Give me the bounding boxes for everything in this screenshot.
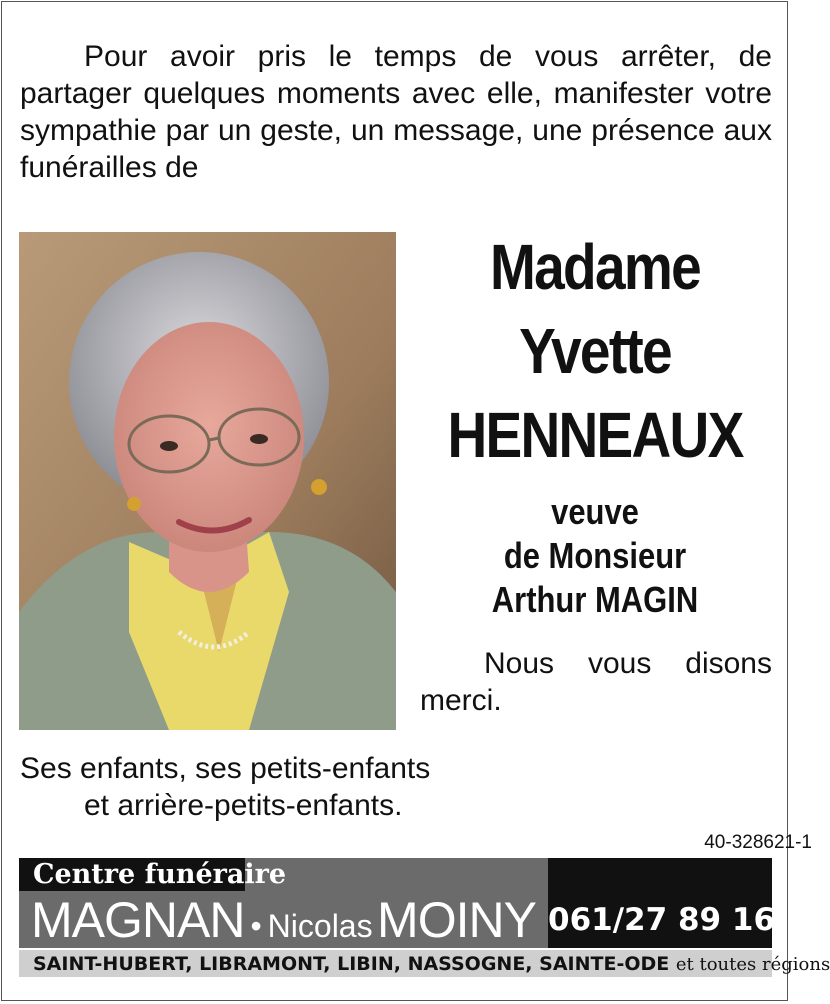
company-name-1: MAGNAN (31, 892, 245, 948)
funeral-home-name (31, 891, 536, 948)
widow-line-1: veuve (551, 491, 639, 532)
company-name-2-last: MOINY (377, 892, 536, 948)
portrait-photo (19, 232, 396, 730)
towns-band (19, 950, 830, 977)
separator-dot: • (250, 908, 262, 944)
deceased-first-name: Yvette (519, 315, 671, 387)
funeral-home-band (19, 891, 776, 948)
widow-line-3: Arthur MAGIN (491, 579, 699, 620)
phone-number: 061/27 89 16 (548, 902, 776, 938)
widow-line-2: de Monsieur (503, 535, 687, 576)
family-line-2: et arrière-petits-enfants. (84, 789, 403, 822)
intro-text: Pour avoir pris le temps de vous arrêter, de partager quelques moments avec elle, manifester votre sympathie par un geste, un message, une présence aux funérailles de (20, 40, 772, 184)
family-line-1: Ses enfants, ses petits-enfants (20, 752, 431, 785)
company-name-2-first: Nicolas (267, 908, 373, 944)
family-signature (20, 750, 430, 824)
thanks-text: Nous vous disons merci. (420, 647, 772, 717)
towns-list (33, 950, 830, 979)
funeral-home-label: Centre funéraire (19, 858, 245, 891)
deceased-name (436, 225, 754, 477)
widow-of (436, 490, 754, 622)
towns-suffix: et toutes régions (675, 954, 830, 975)
towns-names: SAINT-HUBERT, LIBRAMONT, LIBIN, NASSOGNE, SAINTE-ODE (33, 953, 670, 975)
reference-number: 40-328621-1 (704, 832, 812, 853)
deceased-title: Madame (490, 231, 700, 303)
phone-box (548, 858, 776, 948)
deceased-last-name: HENNEAUX (447, 399, 743, 471)
